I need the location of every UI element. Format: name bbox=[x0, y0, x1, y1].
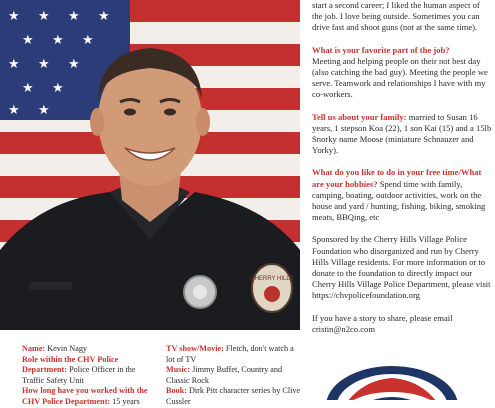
right-column bbox=[312, 0, 492, 346]
favorite-part-question: What is your favorite part of the job? bbox=[312, 44, 450, 55]
family-question: Tell us about your family: bbox=[312, 111, 407, 122]
hobbies-answer: Spend time with family, camping, boating, outdoor activities, work on the house and yard / hunting, fishing, biking, smoking meats, BBQing, etc bbox=[312, 178, 486, 223]
profile-details bbox=[22, 344, 157, 408]
svg-text:★: ★ bbox=[38, 9, 50, 24]
favorites-details bbox=[166, 344, 302, 408]
favorite-part-answer: Meeting and helping people on their not best day (also catching the bad guy). Meeting the people we serve. Teamwork and relationships I have with my co-workers. bbox=[312, 55, 488, 100]
svg-text:★: ★ bbox=[8, 9, 20, 24]
svg-text:★: ★ bbox=[22, 81, 34, 96]
book-label: Book: bbox=[166, 386, 187, 396]
name-label: Name: bbox=[22, 344, 46, 353]
hobbies-block bbox=[312, 167, 492, 223]
role-label: Role within the CHV Police Department: bbox=[22, 354, 119, 375]
svg-text:★: ★ bbox=[52, 33, 64, 48]
hobbies-question: What do you like to do in your free time/What are your hobbies? bbox=[312, 167, 482, 189]
name-value: Kevin Nagy bbox=[47, 344, 88, 353]
intro-paragraph: start a second career; I liked the human aspect of the job. I love being outside. Sometimes you can drive fast and shoot guns (not at the same time). bbox=[312, 0, 480, 33]
svg-text:★: ★ bbox=[38, 57, 50, 72]
tv-row bbox=[166, 344, 302, 365]
book-value: Dirk Pitt character series by Clive Cussler bbox=[166, 386, 301, 406]
svg-text:★: ★ bbox=[68, 9, 80, 24]
tv-value: Fletch, don't watch a lot of TV bbox=[166, 344, 294, 364]
music-value: Jimmy Buffet, Country and Classic Rock bbox=[166, 365, 283, 385]
tenure-value: 15 years bbox=[112, 396, 140, 406]
svg-text:★: ★ bbox=[8, 57, 20, 72]
svg-text:★: ★ bbox=[82, 33, 94, 48]
svg-text:★: ★ bbox=[52, 81, 64, 96]
book-row bbox=[166, 386, 302, 407]
svg-text:★: ★ bbox=[38, 103, 50, 118]
role-row bbox=[22, 355, 157, 387]
shield-logo-icon bbox=[322, 362, 462, 400]
officer-photo bbox=[0, 0, 300, 330]
police-foundation-logo bbox=[322, 362, 462, 400]
tenure-row bbox=[22, 386, 157, 407]
sponsor-paragraph: Sponsored by the Cherry Hills Village Police Foundation who disorganized and run by Cherry Hills Village residents. For more information or to donate to the foundation to directly impact our Cherry Hills Village Police Department, please visit https://chvpolicefoundation.org bbox=[312, 234, 491, 301]
music-row bbox=[166, 365, 302, 386]
story-paragraph: If you have a story to share, please email cristin@n2co.com bbox=[312, 312, 453, 334]
name-row bbox=[22, 344, 157, 355]
family-answer: married to Susan 16 years, 1 stepson Koa (22), 1 son Kai (15) and a 15lb Snorky name Moose (miniature Schnauzer and Yorky). bbox=[312, 111, 492, 156]
tenure-label: How long have you worked with the CHV Police Department: bbox=[22, 386, 148, 406]
role-value: Police Officer in the Traffic Safety Unit bbox=[22, 365, 136, 385]
family-block bbox=[312, 112, 492, 157]
svg-text:★: ★ bbox=[22, 33, 34, 48]
svg-text:★: ★ bbox=[98, 9, 110, 24]
svg-text:★: ★ bbox=[68, 57, 80, 72]
music-label: Music: bbox=[166, 365, 191, 375]
tv-label: TV show/Movie: bbox=[166, 344, 224, 353]
officer-photo-illustration bbox=[0, 0, 300, 330]
favorite-part-block bbox=[312, 45, 492, 101]
patch-text: CHERRY HILLS bbox=[250, 276, 294, 282]
svg-text:★: ★ bbox=[8, 103, 20, 118]
